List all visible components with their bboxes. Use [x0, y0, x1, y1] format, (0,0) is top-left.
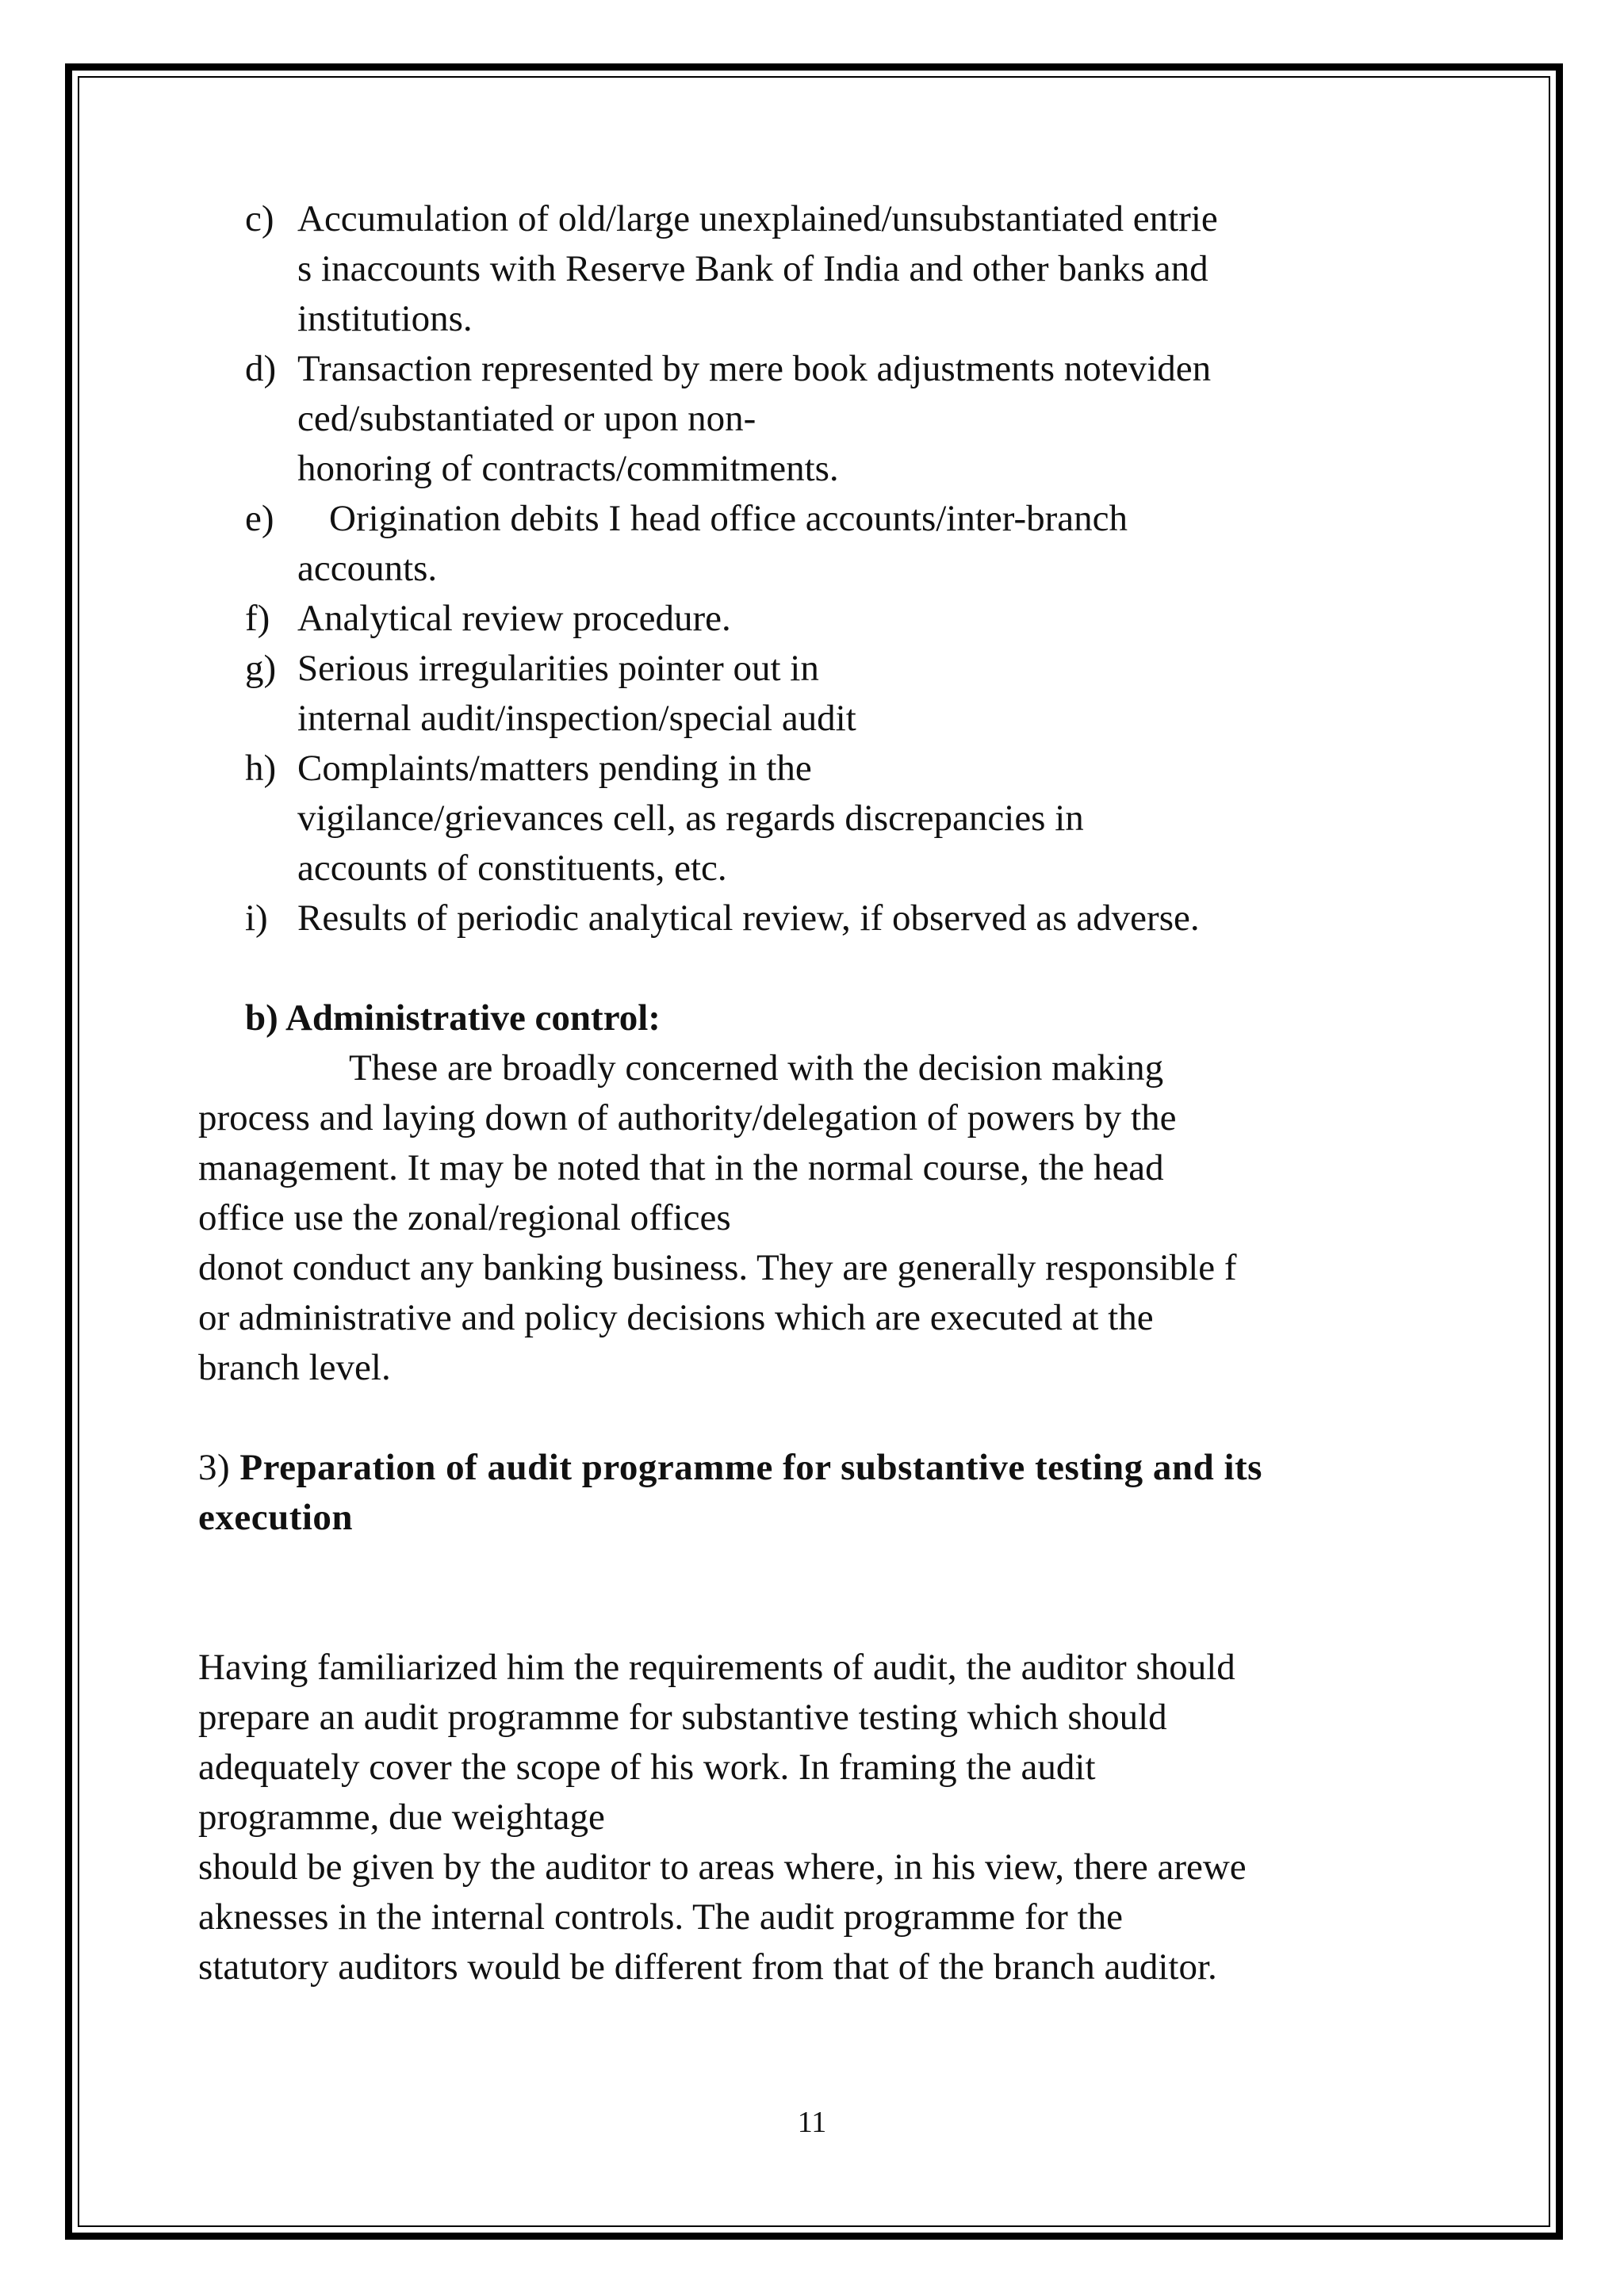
page-content: [198, 194, 1435, 1992]
text-line: branch level.: [198, 1347, 391, 1388]
list-marker: h): [245, 748, 277, 789]
text-line: Transaction represented by mere book adjustments noteviden: [297, 348, 1212, 389]
text-line: statutory auditors would be different from that of the branch auditor.: [198, 1946, 1217, 1988]
text-line: s inaccounts with Reserve Bank of India and other banks and: [297, 248, 1208, 289]
list-item-text: [297, 494, 1435, 594]
text-line: office use the zonal/regional offices: [198, 1197, 731, 1238]
text-line: management. It may be noted that in the normal course, the head: [198, 1147, 1164, 1188]
section-number: 3): [198, 1447, 231, 1488]
text-line: process and laying down of authority/delegation of powers by the: [198, 1097, 1177, 1138]
list-item-text: [297, 344, 1435, 494]
text-line: ced/substantiated or upon non-: [297, 398, 756, 439]
text-line: accounts of constituents, etc.: [297, 848, 727, 889]
text-line: programme, due weightage: [198, 1797, 605, 1838]
list-item-text: [297, 894, 1435, 943]
text-line: vigilance/grievances cell, as regards discrepancies in: [297, 798, 1084, 839]
text-line: Serious irregularities pointer out in: [297, 648, 819, 689]
section-title-continued: execution: [198, 1497, 354, 1538]
text-line: honoring of contracts/commitments.: [297, 448, 839, 489]
list-item-f: [198, 594, 1435, 644]
text-line: prepare an audit programme for substantive testing which should: [198, 1697, 1167, 1738]
list-item-d: [198, 344, 1435, 494]
list-marker: d): [245, 348, 277, 389]
list-marker: f): [245, 598, 270, 639]
text-line: Having familiarized him the requirements of audit, the auditor should: [198, 1647, 1235, 1688]
list-marker: e): [245, 498, 274, 539]
list-item-e: [198, 494, 1435, 594]
list-marker: c): [245, 198, 274, 239]
text-line: Accumulation of old/large unexplained/unsubstantiated entrie: [297, 198, 1218, 239]
text-line: institutions.: [297, 298, 473, 339]
page-number: 11: [797, 2106, 827, 2139]
list-marker: g): [245, 648, 277, 689]
list-item-text: [297, 194, 1435, 344]
section-3-heading: [198, 1443, 1435, 1543]
section-3-paragraph: [198, 1643, 1435, 1992]
spacer: [198, 1543, 1435, 1643]
text-line: aknesses in the internal controls. The audit programme for the: [198, 1896, 1123, 1938]
text-line: These are broadly concerned with the decision making: [349, 1047, 1164, 1089]
text-line: donot conduct any banking business. They are generally responsible f: [198, 1247, 1237, 1288]
text-line: Complaints/matters pending in the: [297, 748, 812, 789]
section-title: Preparation of audit programme for substantive testing and its: [239, 1447, 1262, 1488]
text-line: Origination debits I head office accounts/inter-branch: [329, 498, 1128, 539]
administrative-control-paragraph: [198, 1043, 1435, 1393]
text-line: Analytical review procedure.: [297, 598, 731, 639]
text-line: or administrative and policy decisions which are executed at the: [198, 1297, 1154, 1338]
administrative-control-heading: b) Administrative control:: [245, 997, 661, 1039]
text-line: Results of periodic analytical review, if observed as adverse.: [297, 897, 1200, 939]
list-item-c: [198, 194, 1435, 344]
list-item-text: [297, 744, 1435, 894]
text-line: adequately cover the scope of his work. In framing the audit: [198, 1747, 1096, 1788]
list-item-i: [198, 894, 1435, 943]
text-line: internal audit/inspection/special audit: [297, 698, 856, 739]
list-item-text: [297, 594, 1435, 644]
list-item-g: [198, 644, 1435, 744]
list-item-text: [297, 644, 1435, 744]
list-marker: i): [245, 897, 268, 939]
list-item-h: [198, 744, 1435, 894]
text-line: accounts.: [297, 548, 438, 589]
text-line: should be given by the auditor to areas where, in his view, there arewe: [198, 1846, 1247, 1888]
